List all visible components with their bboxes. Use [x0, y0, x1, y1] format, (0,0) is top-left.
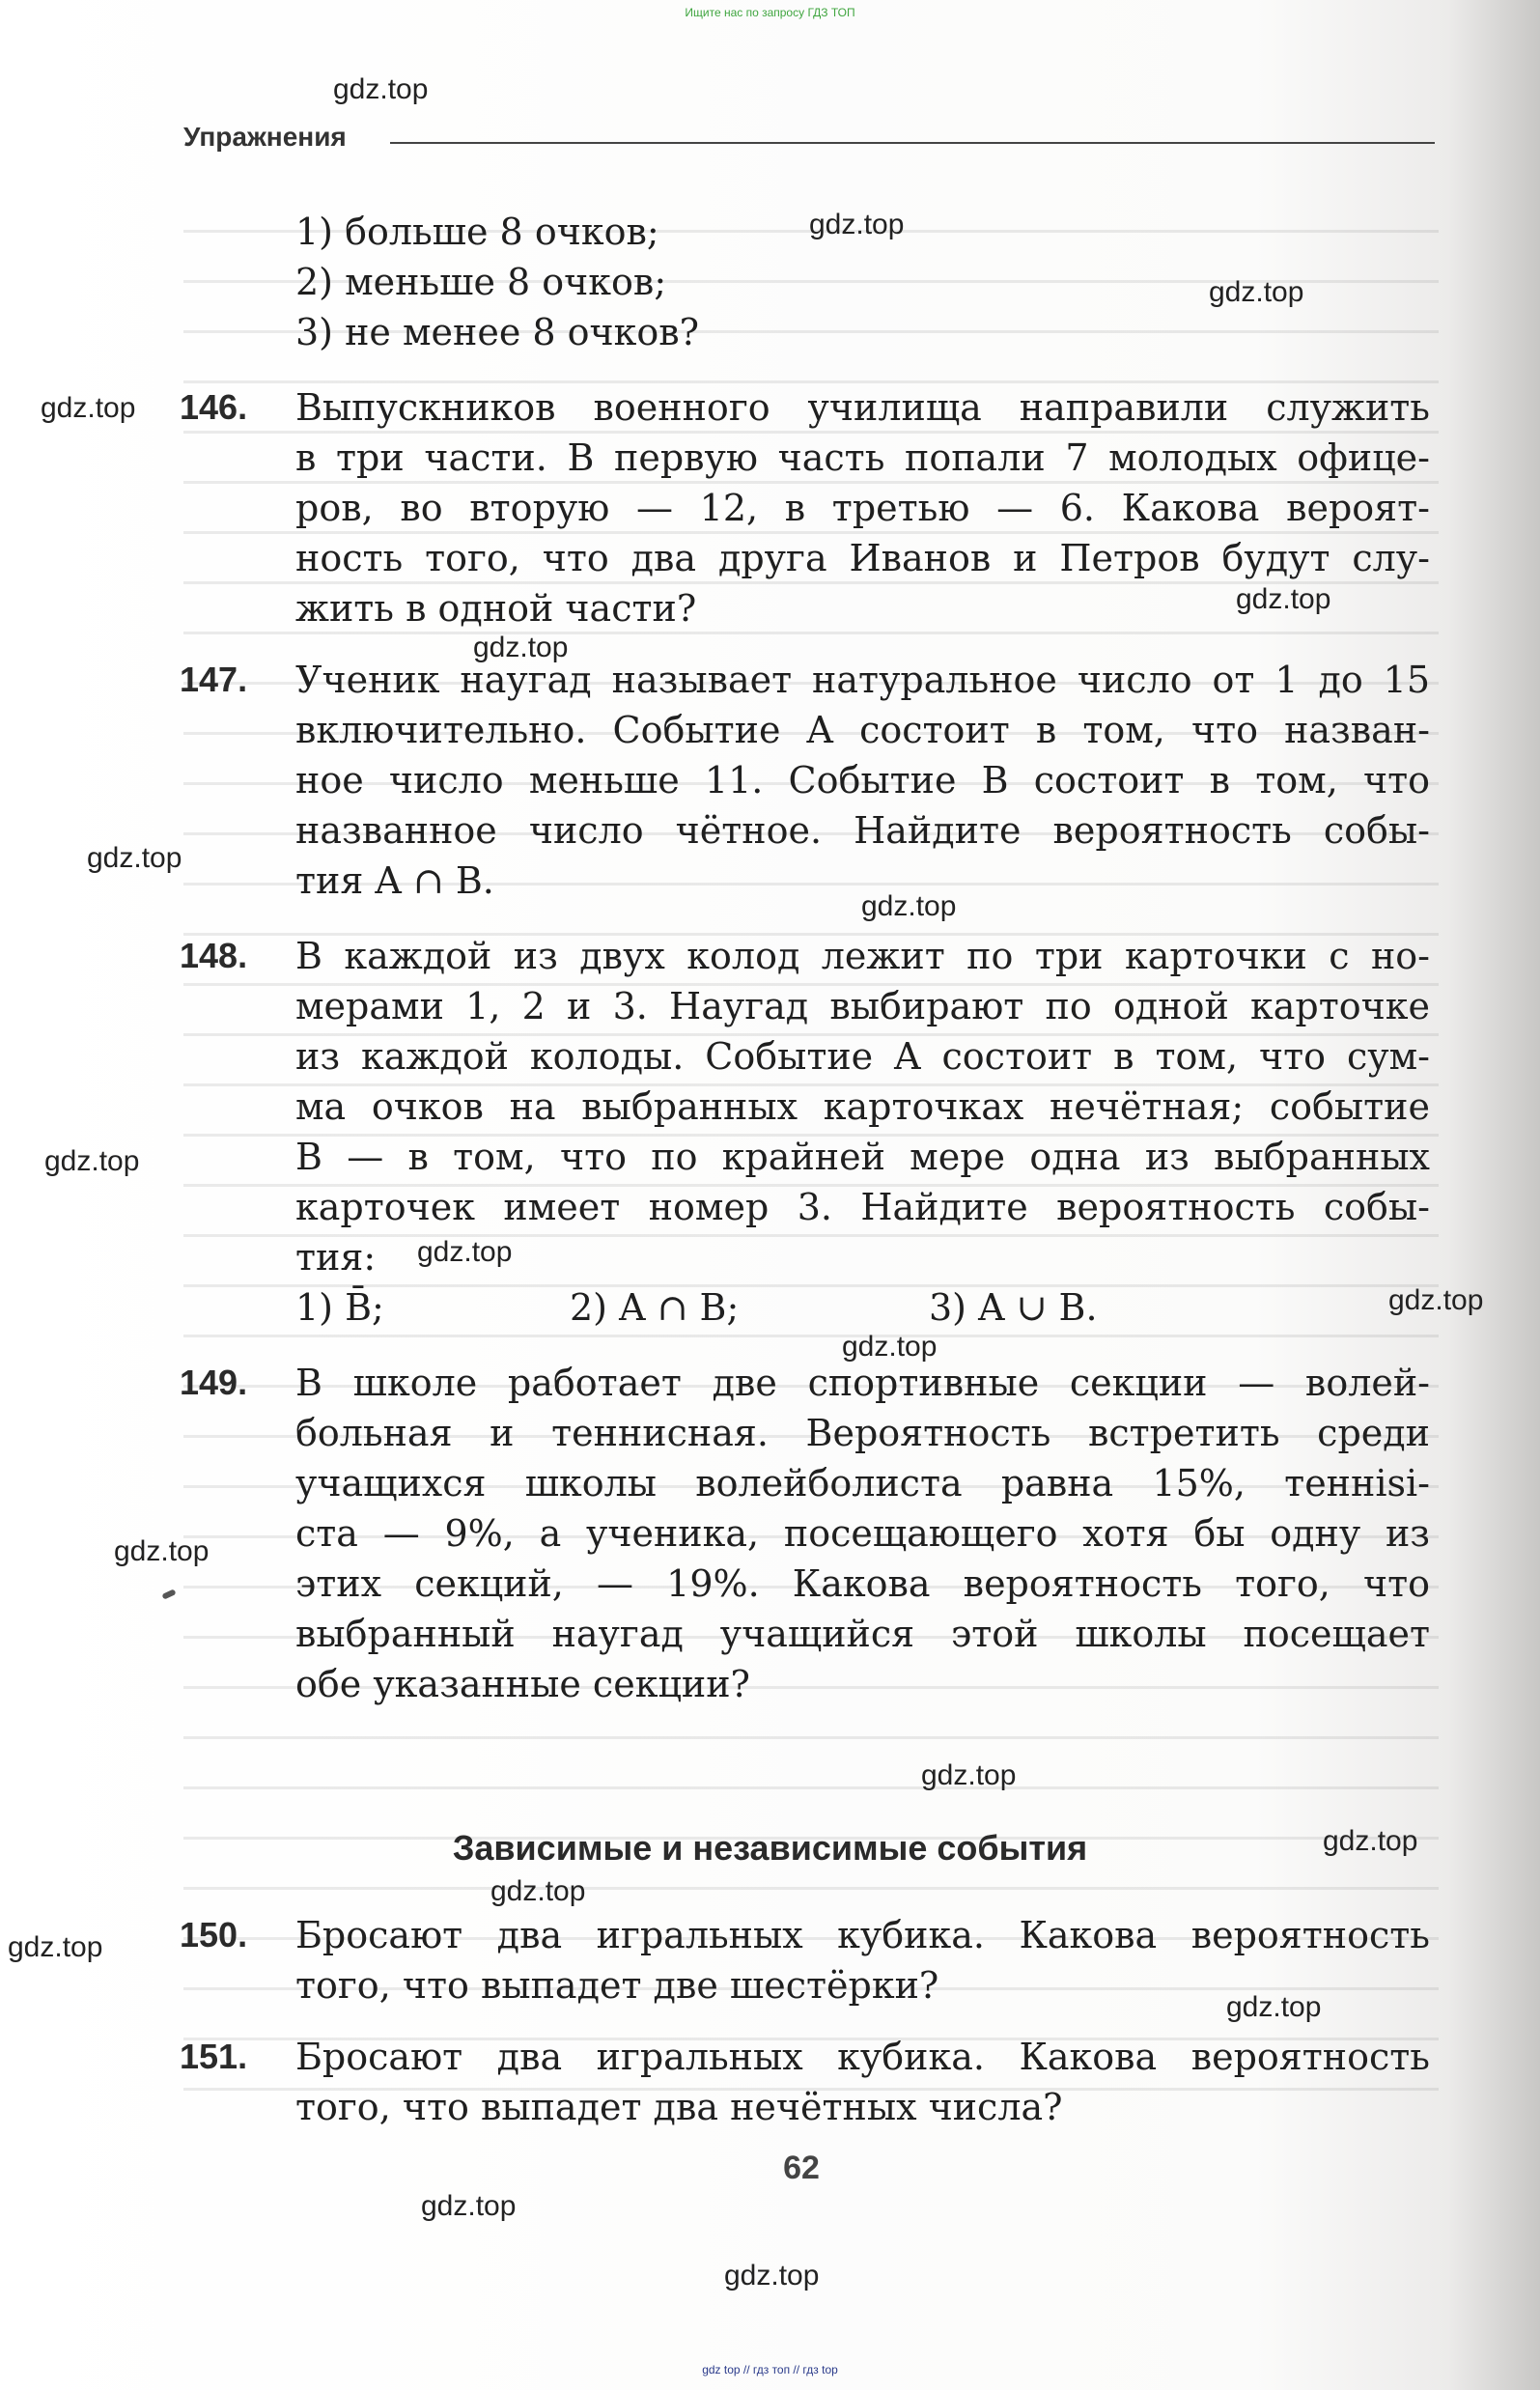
overlay-watermark: gdz.top [1236, 583, 1331, 615]
problem-line: этих секций, — 19%. Какова вероятность того, что [295, 1562, 1430, 1605]
problem-line: обе указанные секции? [295, 1663, 750, 1705]
overlay-watermark: gdz.top [473, 632, 569, 663]
problem-line: B — в том, что по крайней мере одна из выбранных [295, 1136, 1430, 1178]
problem-line: В школе работает две спортивные секции — волей- [295, 1362, 1430, 1404]
intro-option: 3) не менее 8 очков? [295, 311, 700, 353]
problem-number: 149. [180, 1363, 248, 1402]
problem-line: карточек имеет номер 3. Найдите вероятность собы- [295, 1186, 1430, 1228]
problem-line: тия A ∩ B. [295, 859, 494, 902]
problem-number: 151. [180, 2037, 248, 2076]
problem-line: выбранный наугад учащийся этой школы посещает [295, 1613, 1430, 1655]
overlay-watermark: gdz.top [8, 1931, 103, 1963]
problem-line: жить в одной части? [295, 587, 697, 630]
problem-line: больная и теннисная. Вероятность встретить среди [295, 1412, 1430, 1454]
problem-line: ное число меньше 11. Событие B состоит в том, что [295, 759, 1430, 801]
overlay-watermark: gdz.top [421, 2190, 517, 2222]
overlay-watermark: gdz.top [842, 1331, 938, 1363]
overlay-watermark: gdz.top [1226, 1991, 1322, 2023]
overlay-watermark: gdz.top [41, 392, 136, 424]
problem-line: Бросают два игральных кубика. Какова вероятность [295, 1914, 1430, 1956]
overlay-watermark: gdz.top [87, 842, 182, 874]
overlay-watermark: gdz.top [861, 890, 957, 922]
problem-148 [295, 931, 1430, 1333]
overlay-watermark: gdz.top [417, 1236, 513, 1268]
top-watermark: Ищите нас по запросу ГДЗ ТОП [685, 6, 855, 19]
overlay-watermark: gdz.top [809, 209, 905, 240]
answer-option: 2) A ∩ B; [570, 1286, 740, 1329]
section-title: Зависимые и независимые события [452, 1828, 1088, 1868]
problem-line: тия: [295, 1236, 377, 1279]
problem-number: 147. [180, 660, 248, 699]
running-head: Упражнения [183, 122, 347, 152]
bottom-watermark: gdz top // гдз топ // гдз top [702, 2363, 838, 2376]
problem-line: включительно. Событие A состоит в том, что назван- [295, 709, 1430, 751]
overlay-watermark: gdz.top [114, 1535, 210, 1567]
problem-line: мерами 1, 2 и 3. Наугад выбирают по одной карточке [295, 985, 1430, 1027]
problem-number: 148. [180, 936, 248, 975]
overlay-watermark: gdz.top [333, 73, 429, 105]
overlay-watermark: gdz.top [921, 1759, 1017, 1791]
problem-line: ста — 9%, а ученика, посещающего хотя бы одну из [295, 1512, 1430, 1555]
intro-option: 2) меньше 8 очков; [295, 261, 667, 303]
overlay-watermark: gdz.top [490, 1875, 586, 1907]
problem-line: В каждой из двух колод лежит по три карточки с но- [295, 935, 1430, 977]
problem-line: Бросают два игральных кубика. Какова вероятность [295, 2036, 1430, 2078]
answer-options [295, 1282, 1430, 1333]
problem-line: в три части. В первую часть попали 7 молодых офице- [295, 436, 1430, 479]
problem-line: названное число чётное. Найдите вероятность собы- [295, 809, 1430, 852]
problem-line: из каждой колоды. Событие A состоит в том, что сум- [295, 1035, 1430, 1078]
problem-number: 146. [180, 387, 248, 427]
overlay-watermark: gdz.top [1323, 1825, 1418, 1857]
section-heading [0, 1828, 1540, 1869]
running-head-rule [390, 142, 1435, 144]
problem-line: ма очков на выбранных карточках нечётная; событие [295, 1085, 1430, 1128]
problem-line: ность того, что два друга Иванов и Петров будут слу- [295, 537, 1430, 579]
overlay-watermark: gdz.top [1209, 276, 1304, 308]
problem-line: того, что выпадет два нечётных числа? [295, 2086, 1063, 2128]
problem-number: 150. [180, 1915, 248, 1954]
answer-option: 3) A ∪ B. [929, 1286, 1098, 1329]
problem-line: Ученик наугад называет натуральное число от 1 до 15 [295, 659, 1430, 701]
problem-151 [295, 2032, 1430, 2132]
problem-line: Выпускников военного училища направили служить [295, 386, 1430, 429]
overlay-watermark: gdz.top [724, 2260, 820, 2292]
overlay-watermark: gdz.top [1388, 1284, 1484, 1316]
problem-147 [295, 655, 1430, 906]
intro-option: 1) больше 8 очков; [295, 211, 659, 253]
answer-option: 1) B̄; [295, 1286, 384, 1329]
scan-speck [161, 1589, 176, 1599]
problem-line: учащихся школы волейболиста равна 15%, теннisi- [295, 1462, 1430, 1504]
page-number: 62 [783, 2150, 820, 2186]
problem-149 [295, 1358, 1430, 1709]
problem-line: того, что выпадет две шестёрки? [295, 1964, 939, 2007]
problem-line: ров, во вторую — 12, в третью — 6. Какова вероят- [295, 487, 1430, 529]
overlay-watermark: gdz.top [44, 1145, 140, 1177]
